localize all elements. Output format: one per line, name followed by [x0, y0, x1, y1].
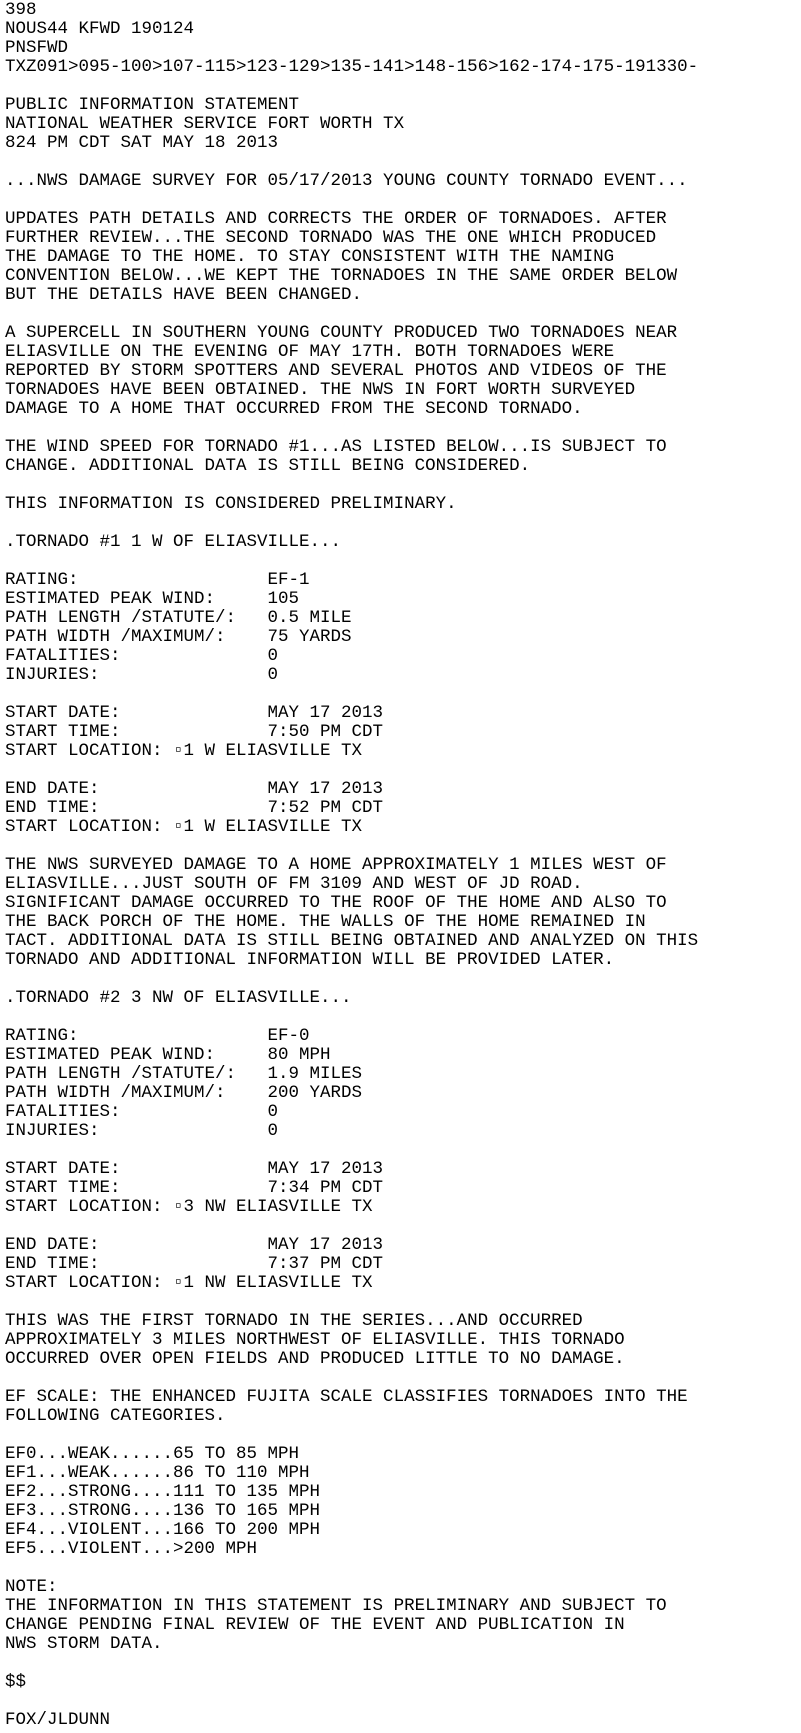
- statement-line: EF1...WEAK......86 TO 110 MPH: [5, 1463, 310, 1483]
- statement-line: FOX/JLDUNN: [5, 1710, 111, 1730]
- statement-line: START LOCATION: ▫3 NW ELIASVILLE TX: [5, 1197, 373, 1217]
- statement-line: TORNADO AND ADDITIONAL INFORMATION WILL BE PROVIDED LATER.: [5, 950, 615, 970]
- statement-line: END TIME: 7:37 PM CDT: [5, 1254, 384, 1274]
- blank-line: [5, 1692, 801, 1711]
- statement-line: FURTHER REVIEW...THE SECOND TORNADO WAS THE ONE WHICH PRODUCED: [5, 228, 657, 248]
- statement-line: PATH WIDTH /MAXIMUM/: 75 YARDS: [5, 627, 352, 647]
- statement-line: THE WIND SPEED FOR TORNADO #1...AS LISTED BELOW...IS SUBJECT TO: [5, 437, 667, 457]
- blank-line: [5, 552, 801, 571]
- blank-line: [5, 1293, 801, 1312]
- blank-line: [5, 1141, 801, 1160]
- statement-line: EF3...STRONG....136 TO 165 MPH: [5, 1501, 321, 1521]
- statement-line: NWS STORM DATA.: [5, 1634, 163, 1654]
- statement-line: TORNADOES HAVE BEEN OBTAINED. THE NWS IN FORT WORTH SURVEYED: [5, 380, 636, 400]
- statement-line: START LOCATION: ▫1 NW ELIASVILLE TX: [5, 1273, 373, 1293]
- statement-line: THE INFORMATION IN THIS STATEMENT IS PRELIMINARY AND SUBJECT TO: [5, 1596, 667, 1616]
- statement-line: END DATE: MAY 17 2013: [5, 1235, 384, 1255]
- statement-line: END TIME: 7:52 PM CDT: [5, 798, 384, 818]
- statement-line: TACT. ADDITIONAL DATA IS STILL BEING OBTAINED AND ANALYZED ON THIS: [5, 931, 699, 951]
- statement-line: PATH WIDTH /MAXIMUM/: 200 YARDS: [5, 1083, 363, 1103]
- statement-line: FATALITIES: 0: [5, 646, 279, 666]
- statement-line: BUT THE DETAILS HAVE BEEN CHANGED.: [5, 285, 363, 305]
- statement-line: EF4...VIOLENT...166 TO 200 MPH: [5, 1520, 321, 1540]
- statement-line: THIS INFORMATION IS CONSIDERED PRELIMINARY.: [5, 494, 457, 514]
- blank-line: [5, 1654, 801, 1673]
- statement-line: DAMAGE TO A HOME THAT OCCURRED FROM THE SECOND TORNADO.: [5, 399, 583, 419]
- statement-line: START DATE: MAY 17 2013: [5, 703, 384, 723]
- statement-line: START LOCATION: ▫1 W ELIASVILLE TX: [5, 817, 363, 837]
- statement-line: CHANGE PENDING FINAL REVIEW OF THE EVENT AND PUBLICATION IN: [5, 1615, 625, 1635]
- statement-line: ELIASVILLE ON THE EVENING OF MAY 17TH. BOTH TORNADOES WERE: [5, 342, 615, 362]
- statement-line: PATH LENGTH /STATUTE/: 0.5 MILE: [5, 608, 352, 628]
- statement-line: FATALITIES: 0: [5, 1102, 279, 1122]
- statement-line: NATIONAL WEATHER SERVICE FORT WORTH TX: [5, 114, 405, 134]
- statement-line: ELIASVILLE...JUST SOUTH OF FM 3109 AND WEST OF JD ROAD.: [5, 874, 583, 894]
- statement-line: NOUS44 KFWD 190124: [5, 19, 195, 39]
- statement-line: PUBLIC INFORMATION STATEMENT: [5, 95, 300, 115]
- statement-line: THE DAMAGE TO THE HOME. TO STAY CONSISTENT WITH THE NAMING: [5, 247, 615, 267]
- statement-line: ESTIMATED PEAK WIND: 105: [5, 589, 300, 609]
- blank-line: [5, 837, 801, 856]
- statement-line: UPDATES PATH DETAILS AND CORRECTS THE ORDER OF TORNADOES. AFTER: [5, 209, 667, 229]
- statement-line: RATING: EF-0: [5, 1026, 310, 1046]
- blank-line: [5, 419, 801, 438]
- statement-line: $$: [5, 1672, 27, 1692]
- blank-line: [5, 970, 801, 989]
- statement-line: END DATE: MAY 17 2013: [5, 779, 384, 799]
- statement-line: OCCURRED OVER OPEN FIELDS AND PRODUCED LITTLE TO NO DAMAGE.: [5, 1349, 625, 1369]
- statement-line: 398: [5, 0, 37, 20]
- statement-line: THE BACK PORCH OF THE HOME. THE WALLS OF THE HOME REMAINED IN: [5, 912, 646, 932]
- statement-line: REPORTED BY STORM SPOTTERS AND SEVERAL PHOTOS AND VIDEOS OF THE: [5, 361, 667, 381]
- statement-line: 824 PM CDT SAT MAY 18 2013: [5, 133, 279, 153]
- statement-line: EF2...STRONG....111 TO 135 MPH: [5, 1482, 321, 1502]
- statement-line: START TIME: 7:34 PM CDT: [5, 1178, 384, 1198]
- blank-line: [5, 77, 801, 96]
- blank-line: [5, 305, 801, 324]
- statement-line: .TORNADO #2 3 NW OF ELIASVILLE...: [5, 988, 352, 1008]
- statement-line: START DATE: MAY 17 2013: [5, 1159, 384, 1179]
- statement-line: EF5...VIOLENT...>200 MPH: [5, 1539, 258, 1559]
- statement-line: PATH LENGTH /STATUTE/: 1.9 MILES: [5, 1064, 363, 1084]
- blank-line: [5, 1369, 801, 1388]
- statement-line: SIGNIFICANT DAMAGE OCCURRED TO THE ROOF OF THE HOME AND ALSO TO: [5, 893, 667, 913]
- blank-line: [5, 1426, 801, 1445]
- statement-line: APPROXIMATELY 3 MILES NORTHWEST OF ELIASVILLE. THIS TORNADO: [5, 1330, 625, 1350]
- statement-line: EF0...WEAK......65 TO 85 MPH: [5, 1444, 300, 1464]
- statement-line: NOTE:: [5, 1577, 58, 1597]
- statement-line: ESTIMATED PEAK WIND: 80 MPH: [5, 1045, 331, 1065]
- statement-line: .TORNADO #1 1 W OF ELIASVILLE...: [5, 532, 342, 552]
- blank-line: [5, 191, 801, 210]
- blank-line: [5, 514, 801, 533]
- blank-line: [5, 1217, 801, 1236]
- blank-line: [5, 1008, 801, 1027]
- statement-line: TXZ091>095-100>107-115>123-129>135-141>148-156>162-174-175-191330-: [5, 57, 699, 77]
- statement-line: INJURIES: 0: [5, 1121, 279, 1141]
- statement-line: EF SCALE: THE ENHANCED FUJITA SCALE CLASSIFIES TORNADOES INTO THE: [5, 1387, 688, 1407]
- statement-line: CHANGE. ADDITIONAL DATA IS STILL BEING CONSIDERED.: [5, 456, 531, 476]
- blank-line: [5, 153, 801, 172]
- blank-line: [5, 761, 801, 780]
- blank-line: [5, 476, 801, 495]
- statement-line: START TIME: 7:50 PM CDT: [5, 722, 384, 742]
- statement-line: INJURIES: 0: [5, 665, 279, 685]
- statement-line: FOLLOWING CATEGORIES.: [5, 1406, 226, 1426]
- blank-line: [5, 1559, 801, 1578]
- statement-line: CONVENTION BELOW...WE KEPT THE TORNADOES IN THE SAME ORDER BELOW: [5, 266, 678, 286]
- statement-line: THE NWS SURVEYED DAMAGE TO A HOME APPROXIMATELY 1 MILES WEST OF: [5, 855, 667, 875]
- statement-line: ...NWS DAMAGE SURVEY FOR 05/17/2013 YOUNG COUNTY TORNADO EVENT...: [5, 171, 688, 191]
- blank-line: [5, 685, 801, 704]
- statement-line: A SUPERCELL IN SOUTHERN YOUNG COUNTY PRODUCED TWO TORNADOES NEAR: [5, 323, 678, 343]
- statement-line: START LOCATION: ▫1 W ELIASVILLE TX: [5, 741, 363, 761]
- statement-line: PNSFWD: [5, 38, 69, 58]
- statement-line: RATING: EF-1: [5, 570, 310, 590]
- statement-line: THIS WAS THE FIRST TORNADO IN THE SERIES...AND OCCURRED: [5, 1311, 583, 1331]
